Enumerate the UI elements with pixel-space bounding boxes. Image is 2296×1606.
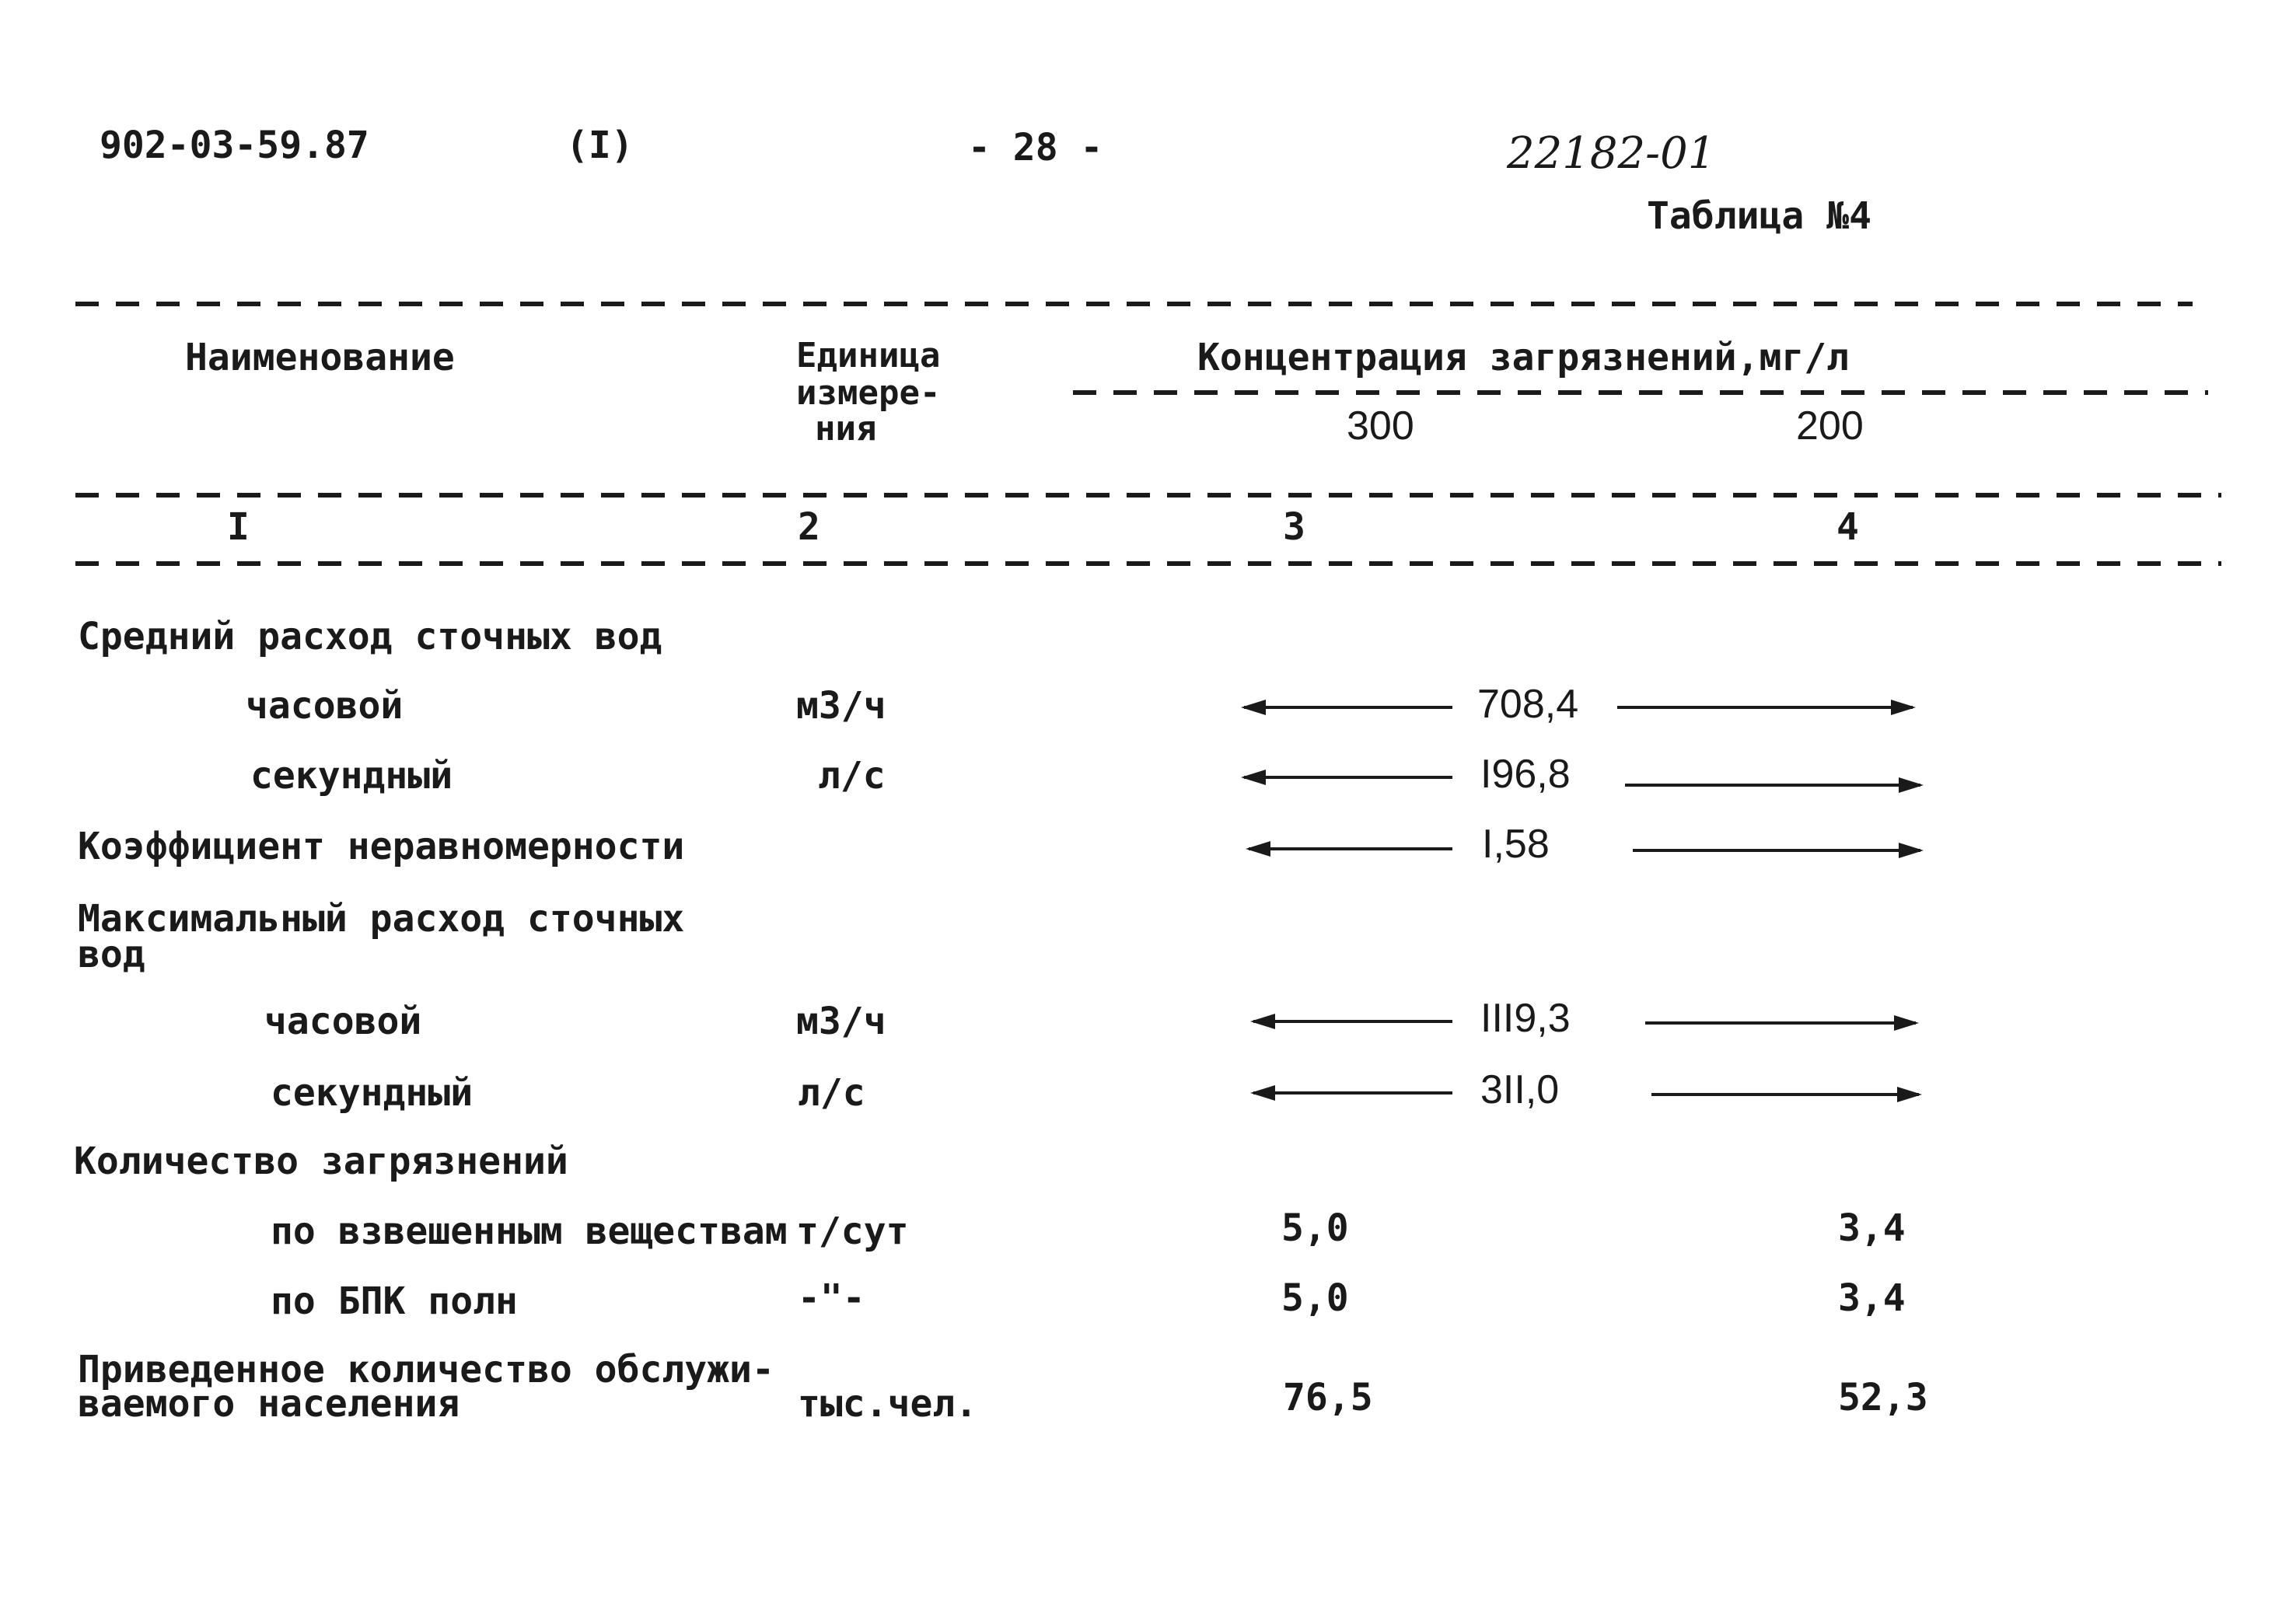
right-arrow bbox=[1645, 1021, 1916, 1025]
row-coefficient-value: I,58 bbox=[1482, 822, 1550, 867]
column-header-unit-line1: Единица bbox=[796, 336, 941, 375]
left-arrow bbox=[1244, 706, 1452, 709]
column-header-unit-line3: ния bbox=[815, 409, 877, 449]
row-avg-hourly-value: 708,4 bbox=[1477, 682, 1579, 727]
column-header-name: Наименование bbox=[185, 336, 455, 379]
row-max-flow-label-line1: Максимальный расход сточных bbox=[78, 897, 685, 941]
column-header-200: 200 bbox=[1796, 403, 1864, 449]
column-header-unit-line2: измере- bbox=[796, 373, 941, 413]
row-bod-200: 3,4 bbox=[1838, 1276, 1906, 1320]
right-arrow bbox=[1651, 1093, 1919, 1096]
row-avg-flow-label: Средний расход сточных вод bbox=[78, 615, 662, 658]
concentration-subheader-rule bbox=[1073, 390, 2208, 395]
row-bod-300: 5,0 bbox=[1281, 1276, 1349, 1320]
row-avg-second-label: секундный bbox=[250, 754, 453, 798]
page-number: - 28 - bbox=[968, 126, 1103, 169]
row-bod-unit: -"- bbox=[798, 1276, 865, 1320]
column-number-3: 3 bbox=[1283, 505, 1305, 549]
row-max-hourly-label: часовой bbox=[264, 1000, 422, 1043]
row-avg-second-unit: л/с bbox=[818, 754, 886, 798]
handwritten-code: 22182-01 bbox=[1507, 128, 1716, 179]
row-coefficient-label: Коэффициент неравномерности bbox=[78, 825, 685, 868]
row-bod-label: по БПК полн bbox=[271, 1280, 518, 1323]
row-max-second-label: секундный bbox=[271, 1071, 474, 1115]
row-avg-hourly-unit: м3/ч bbox=[796, 684, 886, 728]
row-max-second-value: 3II,0 bbox=[1480, 1067, 1560, 1112]
row-suspended-300: 5,0 bbox=[1281, 1206, 1349, 1250]
column-number-2: 2 bbox=[798, 505, 820, 549]
row-suspended-200: 3,4 bbox=[1838, 1206, 1906, 1250]
left-arrow bbox=[1253, 1020, 1452, 1023]
column-header-300: 300 bbox=[1347, 403, 1414, 449]
column-number-4: 4 bbox=[1836, 505, 1859, 549]
column-number-bottom-rule bbox=[75, 561, 2221, 566]
right-arrow bbox=[1617, 706, 1913, 709]
row-population-unit: тыс.чел. bbox=[798, 1382, 978, 1426]
row-population-label-line2: ваемого населения bbox=[78, 1382, 460, 1426]
row-population-label-line1: Приведенное количество обслужи- bbox=[78, 1348, 774, 1391]
column-number-1: I bbox=[227, 505, 250, 549]
row-avg-second-value: I96,8 bbox=[1480, 752, 1571, 797]
row-suspended-unit: т/сут bbox=[796, 1210, 909, 1253]
part-number: (I) bbox=[566, 124, 634, 167]
right-arrow bbox=[1625, 784, 1920, 787]
column-header-concentration: Концентрация загрязнений,мг/л bbox=[1197, 336, 1850, 379]
document-code: 902-03-59.87 bbox=[100, 124, 369, 167]
row-population-300: 76,5 bbox=[1283, 1376, 1373, 1419]
row-max-hourly-unit: м3/ч bbox=[796, 1000, 886, 1043]
left-arrow bbox=[1244, 776, 1452, 779]
left-arrow bbox=[1249, 847, 1452, 850]
row-avg-hourly-label: часовой bbox=[246, 684, 404, 728]
right-arrow bbox=[1633, 849, 1920, 852]
row-max-second-unit: л/с bbox=[798, 1071, 865, 1115]
row-max-hourly-value: III9,3 bbox=[1480, 996, 1571, 1041]
row-suspended-label: по взвешенным веществам bbox=[271, 1210, 788, 1253]
column-number-top-rule bbox=[75, 493, 2221, 498]
row-population-200: 52,3 bbox=[1838, 1376, 1928, 1419]
row-pollution-label: Количество загрязнений bbox=[74, 1140, 568, 1183]
left-arrow bbox=[1253, 1091, 1452, 1095]
header-top-rule bbox=[75, 302, 2193, 306]
row-max-flow-label-line2: вод bbox=[78, 933, 145, 976]
table-title: Таблица №4 bbox=[1647, 194, 1871, 238]
